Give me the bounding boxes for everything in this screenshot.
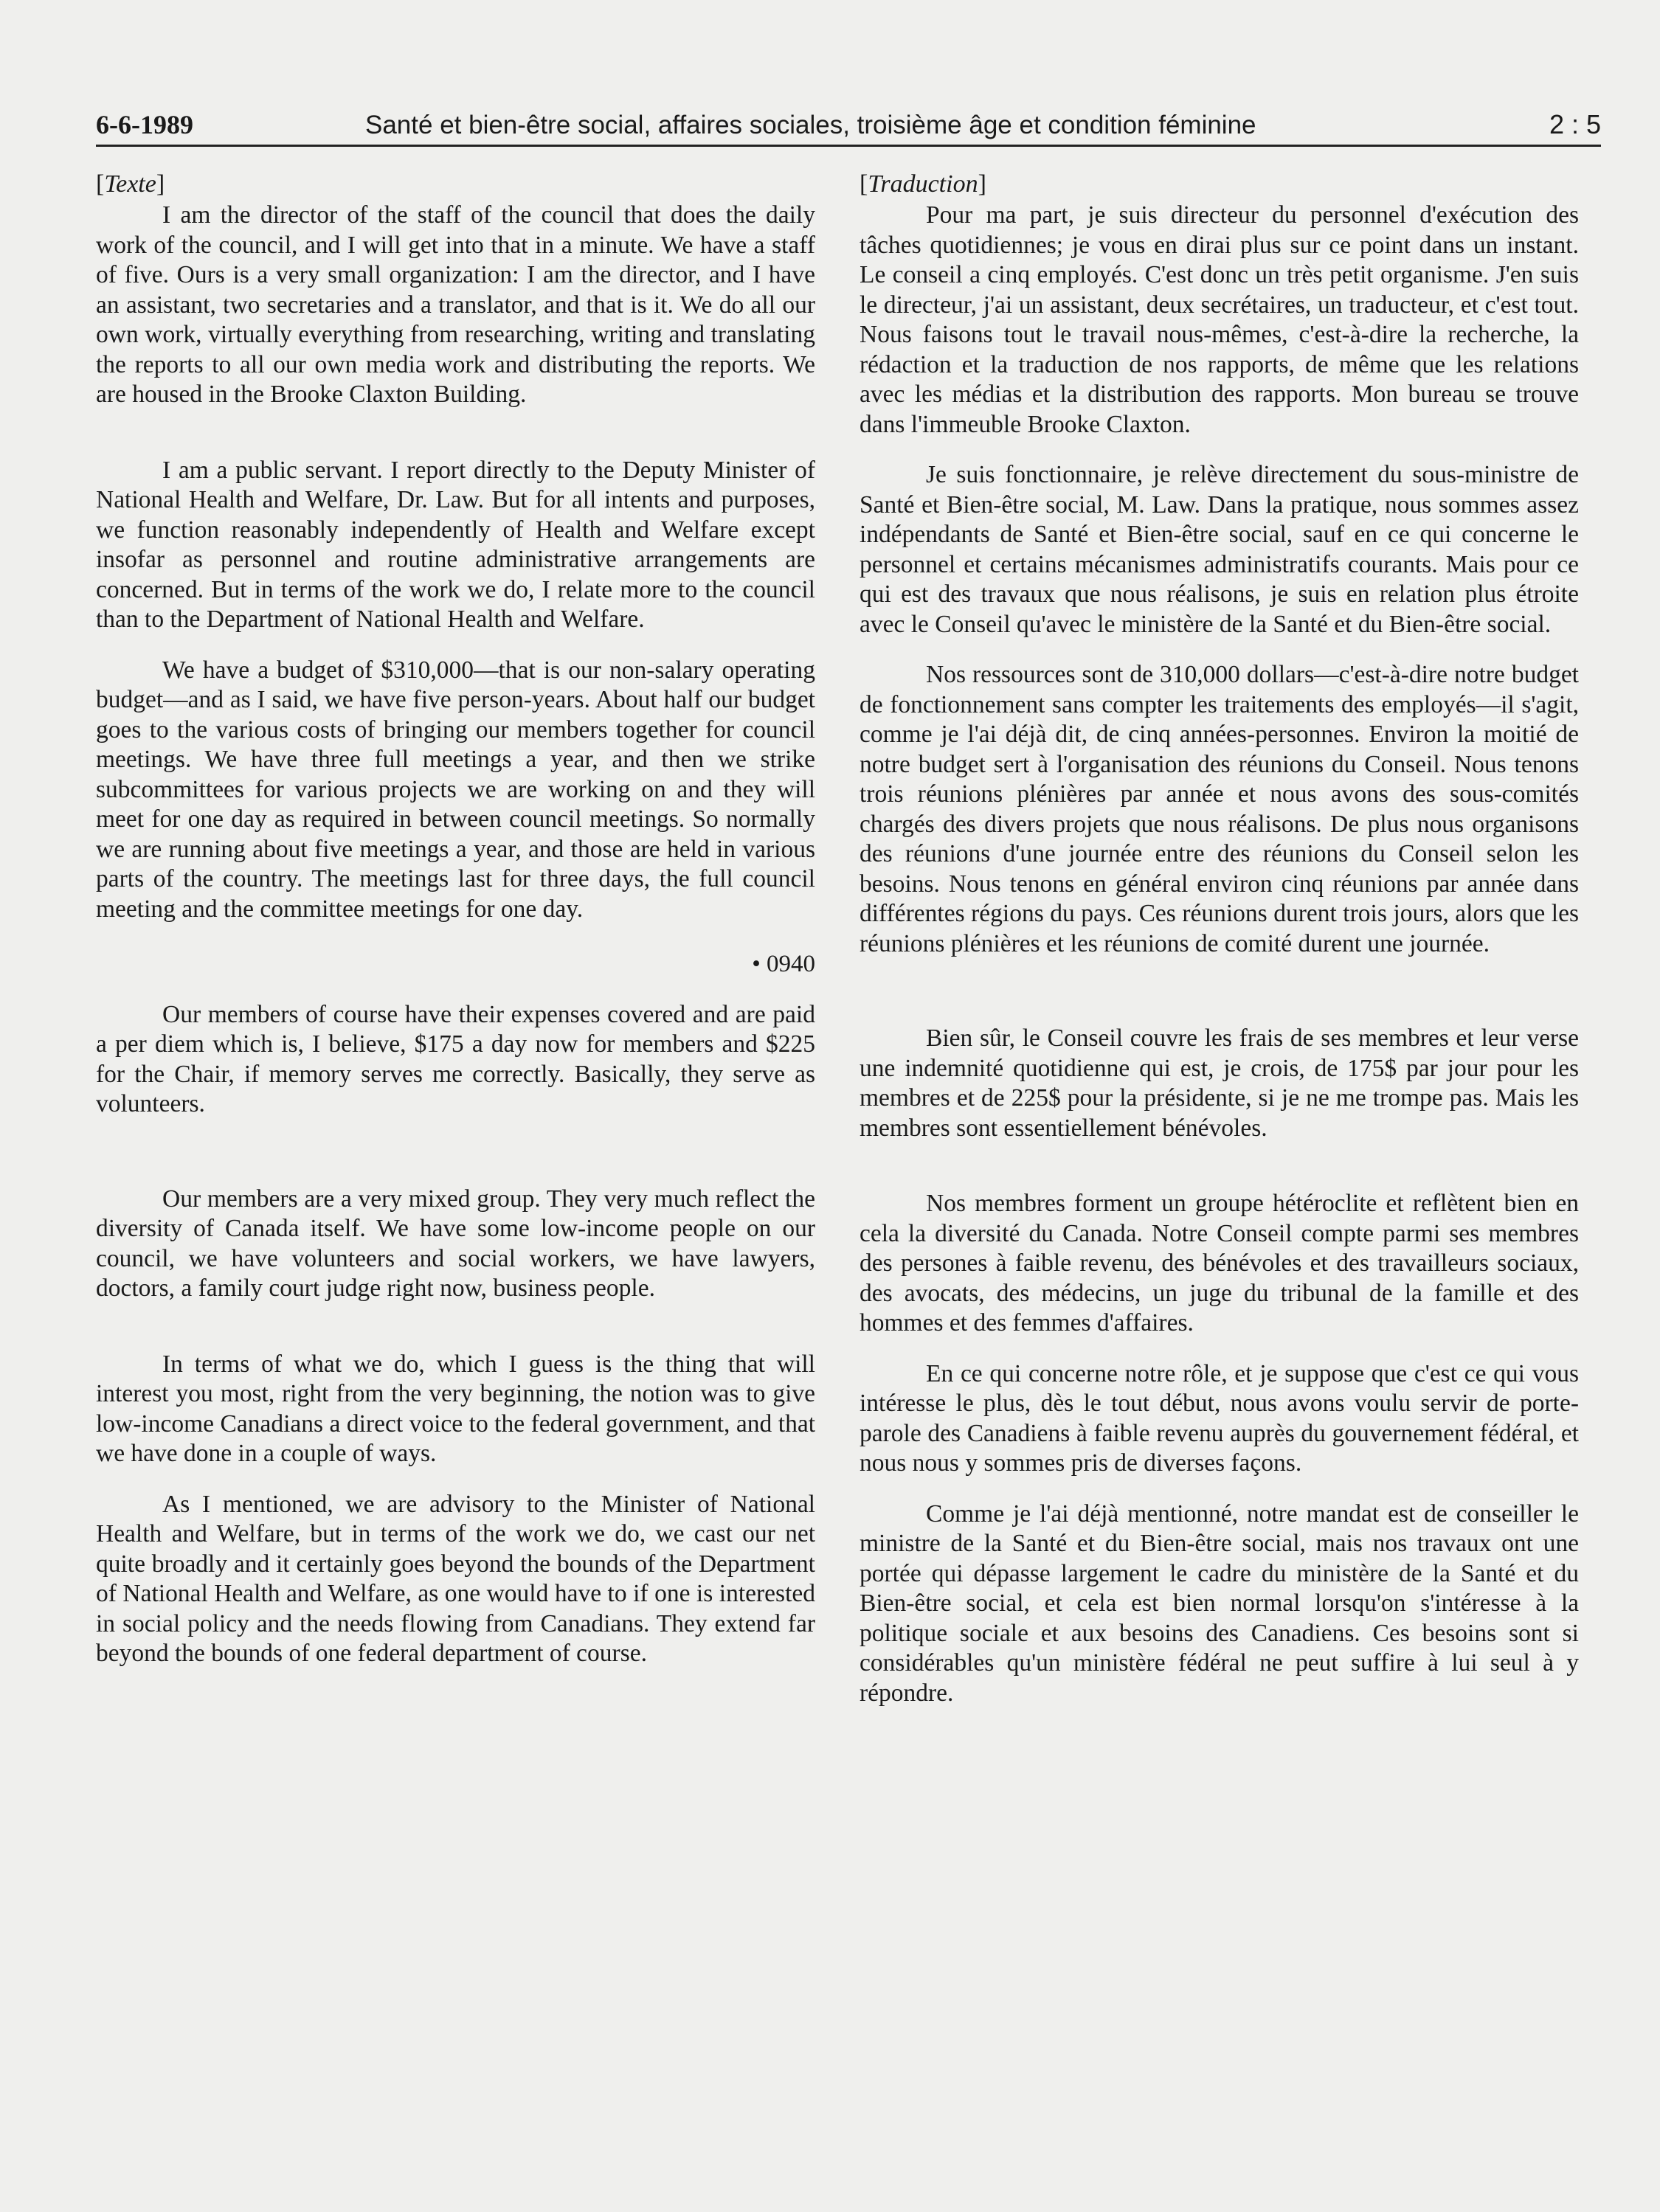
english-paragraph-7: As I mentioned, we are advisory to the Minister of National Health and Welfare, but in terms of the work we do, we cast our net quite broadly and it certainly goes beyond the bounds of the Department of National Health and Welfare, as one would have to if one is interested in social policy and the needs flowing from Canadians. They extend far beyond the bounds of one federal department of course.: [96, 1490, 815, 1667]
french-paragraph-5: Nos membres forment un groupe hétéroclite et reflètent bien en cela la diversité du Canada. Notre Conseil compte parmi ses membres des persones à faible revenu, des bénévoles et des travailleurs sociaux, des avocats, des médecins, un juge du tribunal de la famille et des hommes et des femmes d'affaires.: [860, 1190, 1579, 1336]
english-paragraph-6: In terms of what we do, which I guess is the thing that will interest you most, right from the very beginning, the notion was to give low-income Canadians a direct voice to the federal government, and that we have done in a couple of ways.: [96, 1350, 815, 1467]
french-column-label: [Traduction]: [860, 170, 986, 198]
french-paragraph-4: Bien sûr, le Conseil couvre les frais de ses membres et leur verse une indemnité quotidienne qui est, je crois, de 175$ par jour pour les membres et de 225$ pour la présidente, si je ne me trompe pas. Mais les membres sont essentiellement bénévoles.: [860, 1024, 1579, 1142]
english-column-label: [Texte]: [96, 170, 165, 198]
hansard-page: [96, 103, 1601, 2124]
header-date: 6-6-1989: [96, 110, 193, 139]
timestamp-marker: • 0940: [752, 951, 815, 977]
french-paragraph-1: Pour ma part, je suis directeur du personnel d'exécution des tâches quotidiennes; je vous en dirai plus sur ce point dans un instant. Le conseil a cinq employés. C'est donc un très petit organisme. J'en suis le directeur, j'ai un assistant, deux secrétaires, un traducteur, et c'est tout. Nous faisons tout le travail nous-mêmes, c'est-à-dire la recherche, la rédaction et la traduction de nos rapports, de même que les relations avec les médias et la distribution des rapports. Mon bureau se trouve dans l'immeuble Brooke Claxton.: [860, 201, 1579, 438]
english-column: [96, 170, 815, 1669]
french-paragraph-7: Comme je l'ai déjà mentionné, notre mandat est de conseiller le ministre de la Santé et du Bien-être social, mais nos travaux ont une portée qui dépasse largement le cadre du ministère de la Santé et du Bien-être social, et cela est bien normal lorsqu'on s'intéresse à la politique sociale et aux besoins des Canadiens. Ces besoins sont si considérables qu'un ministère fédéral ne peut suffire à lui seul à y répondre.: [860, 1499, 1579, 1707]
french-paragraph-2: Je suis fonctionnaire, je relève directement du sous-ministre de Santé et Bien-être social, M. Law. Dans la pratique, nous sommes assez indépendants de Santé et Bien-être social, sauf en ce qui concerne le personnel et certains mécanismes administratifs courants. Mais pour ce qui est des travaux que nous réalisons, je suis en relation plus étroite avec le Conseil qu'avec le ministère de la Santé et du Bien-être social.: [860, 461, 1579, 638]
page-header: [96, 103, 1601, 147]
english-paragraph-3: We have a budget of $310,000—that is our non-salary operating budget—and as I said, we have five person-years. About half our budget goes to the various costs of bringing our members together for council meetings. We have three full meetings a year, and then we strike subcommittees for various projects we are working on and they will meet for one day as required in between council meetings. So normally we are running about five meetings a year, and those are held in various parts of the country. The meetings last for three days, the full council meeting and the committee meetings for one day.: [96, 656, 815, 923]
english-paragraph-4: Our members of course have their expenses covered and are paid a per diem which is, I believe, $175 a day now for members and $225 for the Chair, if memory serves me correctly. Basically, they serve as volunteers.: [96, 1000, 815, 1117]
english-paragraph-2: I am a public servant. I report directly to the Deputy Minister of National Health and Welfare, Dr. Law. But for all intents and purposes, we function reasonably independently of Health and Welfare except insofar as personnel and routine administrative arrangements are concerned. But in terms of the work we do, I relate more to the council than to the Department of National Health and Welfare.: [96, 456, 815, 633]
header-title: Santé et bien-être social, affaires sociales, troisième âge et condition féminine: [365, 111, 1256, 139]
english-label-text: Texte: [104, 170, 156, 198]
english-paragraph-1: I am the director of the staff of the council that does the daily work of the council, and I will get into that in a minute. We have a staff of five. Ours is a very small organization: I am the director, and I have an assistant, two secretaries and a translator, and that is it. We do all our own work, virtually everything from researching, writing and translating the reports to all our own media work and distributing the reports. We are housed in the Brooke Claxton Building.: [96, 201, 815, 408]
french-label-text: Traduction: [868, 170, 978, 198]
english-paragraph-5: Our members are a very mixed group. They very much reflect the diversity of Canada itself. We have some low-income people on our council, we have volunteers and social workers, we have lawyers, doctors, a family court judge right now, business people.: [96, 1185, 815, 1302]
header-page-number: 2 : 5: [1549, 109, 1601, 139]
french-column: [860, 170, 1579, 1708]
french-paragraph-6: En ce qui concerne notre rôle, et je suppose que c'est ce qui vous intéresse le plus, dès le tout début, nous avons voulu servir de porte-parole des Canadiens à faible revenu auprès du gouvernement fédéral, et nous nous y sommes pris de diverses façons.: [860, 1359, 1579, 1477]
french-paragraph-3: Nos ressources sont de 310,000 dollars—c'est-à-dire notre budget de fonctionnement sans compter les traitements des employés—il s'agit, comme je l'ai déjà dit, de cinq années-personnes. Environ la moitié de notre budget sert à l'organisation des réunions du Conseil. Nous tenons trois réunions plénières par année et nous avons des sous-comités chargés des divers projets que nous réalisons. De plus nous organisons des réunions d'une journée entre des réunions du Conseil selon les besoins. Nous tenons en général environ cinq réunions par année dans différentes régions du pays. Ces réunions durent trois jours, alors que les réunions plénières et les réunions de comité durent une journée.: [860, 661, 1579, 957]
